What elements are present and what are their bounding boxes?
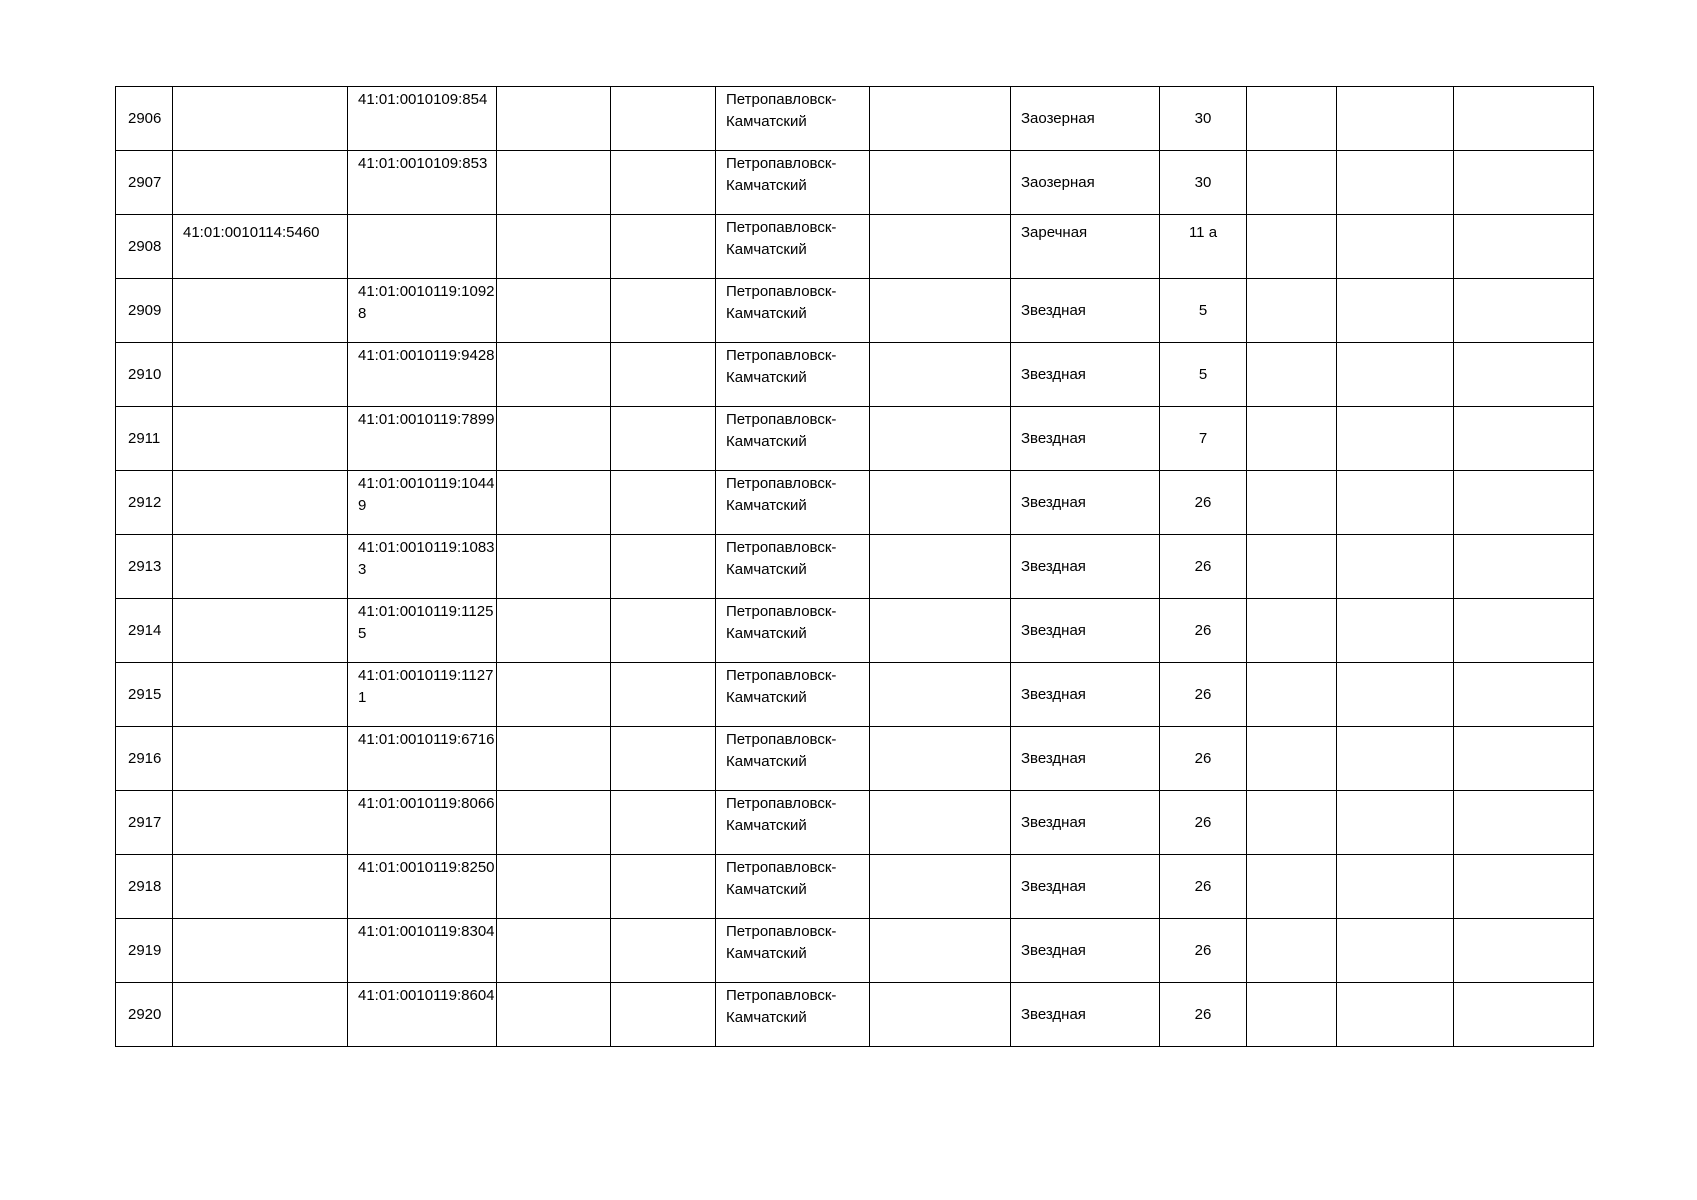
house-number-cell <box>1160 855 1247 919</box>
city-text: Петропавловск-Камчатский <box>726 667 837 706</box>
street-text: Звездная <box>1021 429 1086 447</box>
empty-cell <box>611 215 716 279</box>
row-number-text: 2916 <box>128 749 162 767</box>
table-row <box>116 983 1594 1047</box>
street-cell <box>1011 983 1160 1047</box>
house-number-cell <box>1160 407 1247 471</box>
city-cell <box>716 791 870 855</box>
street-cell <box>1011 279 1160 343</box>
empty-cell <box>611 279 716 343</box>
land-cadastral-number-cell <box>173 87 348 151</box>
empty-cell <box>1247 407 1337 471</box>
empty-cell <box>497 215 611 279</box>
house-number-cell <box>1160 599 1247 663</box>
city-text: Петропавловск-Камчатский <box>726 475 837 514</box>
object-cadastral-number-text: 41:01:0010119:8250 <box>358 859 495 876</box>
empty-cell <box>1247 791 1337 855</box>
house-number-text: 5 <box>1198 301 1208 319</box>
city-text: Петропавловск-Камчатский <box>726 731 837 770</box>
house-number-text: 5 <box>1198 365 1208 383</box>
empty-cell <box>497 663 611 727</box>
object-cadastral-number-cell <box>348 855 497 919</box>
empty-cell <box>1247 919 1337 983</box>
table-row <box>116 599 1594 663</box>
row-number-cell <box>116 599 173 663</box>
empty-cell <box>870 855 1011 919</box>
street-text: Звездная <box>1021 749 1086 767</box>
object-cadastral-number-text: 41:01:0010119:9428 <box>358 347 495 364</box>
house-number-text: 26 <box>1194 877 1212 895</box>
land-cadastral-number-cell <box>173 791 348 855</box>
object-cadastral-number-text: 41:01:0010119:8604 <box>358 987 495 1004</box>
city-text: Петропавловск-Камчатский <box>726 923 837 962</box>
empty-cell <box>497 855 611 919</box>
empty-cell <box>1337 407 1454 471</box>
city-cell <box>716 727 870 791</box>
city-text: Петропавловск-Камчатский <box>726 539 837 578</box>
land-cadastral-number-cell <box>173 535 348 599</box>
object-cadastral-number-cell <box>348 215 497 279</box>
row-number-text: 2906 <box>128 109 162 127</box>
row-number-text: 2913 <box>128 557 162 575</box>
house-number-text: 26 <box>1194 621 1212 639</box>
land-cadastral-number-cell <box>173 727 348 791</box>
empty-cell <box>1247 535 1337 599</box>
street-cell <box>1011 919 1160 983</box>
row-number-cell <box>116 279 173 343</box>
empty-cell <box>1454 599 1594 663</box>
empty-cell <box>1337 151 1454 215</box>
land-cadastral-number-cell <box>173 151 348 215</box>
city-text: Петропавловск-Камчатский <box>726 987 837 1026</box>
city-cell <box>716 663 870 727</box>
city-cell <box>716 407 870 471</box>
empty-cell <box>497 983 611 1047</box>
empty-cell <box>611 919 716 983</box>
empty-cell <box>611 663 716 727</box>
empty-cell <box>1337 535 1454 599</box>
empty-cell <box>1247 151 1337 215</box>
empty-cell <box>497 343 611 407</box>
row-number-text: 2908 <box>128 237 162 255</box>
empty-cell <box>1337 855 1454 919</box>
empty-cell <box>1247 599 1337 663</box>
table-row <box>116 727 1594 791</box>
object-cadastral-number-text: 41:01:0010119:10833 <box>358 539 495 578</box>
empty-cell <box>870 727 1011 791</box>
street-cell <box>1011 151 1160 215</box>
table-row <box>116 663 1594 727</box>
street-cell <box>1011 663 1160 727</box>
row-number-text: 2912 <box>128 493 162 511</box>
empty-cell <box>1337 215 1454 279</box>
street-text: Звездная <box>1021 877 1086 895</box>
street-text: Заозерная <box>1021 173 1095 191</box>
registry-table <box>115 86 1594 1047</box>
land-cadastral-number-cell <box>173 983 348 1047</box>
street-text: Заозерная <box>1021 109 1095 127</box>
empty-cell <box>1247 471 1337 535</box>
empty-cell <box>1247 663 1337 727</box>
object-cadastral-number-cell <box>348 983 497 1047</box>
house-number-text: 26 <box>1194 941 1212 959</box>
empty-cell <box>1454 279 1594 343</box>
empty-cell <box>1337 599 1454 663</box>
table-row <box>116 279 1594 343</box>
empty-cell <box>611 535 716 599</box>
object-cadastral-number-cell <box>348 663 497 727</box>
city-text: Петропавловск-Камчатский <box>726 347 837 386</box>
street-text: Звездная <box>1021 1005 1086 1023</box>
street-text: Звездная <box>1021 301 1086 319</box>
object-cadastral-number-text: 41:01:0010119:7899 <box>358 411 495 428</box>
row-number-cell <box>116 983 173 1047</box>
street-text: Звездная <box>1021 365 1086 383</box>
street-cell <box>1011 727 1160 791</box>
empty-cell <box>1247 343 1337 407</box>
house-number-text: 26 <box>1194 813 1212 831</box>
empty-cell <box>870 151 1011 215</box>
street-text: Звездная <box>1021 557 1086 575</box>
house-number-cell <box>1160 983 1247 1047</box>
house-number-text: 7 <box>1198 429 1208 447</box>
table-row <box>116 535 1594 599</box>
empty-cell <box>1454 727 1594 791</box>
land-cadastral-number-cell <box>173 407 348 471</box>
house-number-text: 30 <box>1194 173 1212 191</box>
table-row <box>116 855 1594 919</box>
empty-cell <box>611 87 716 151</box>
land-cadastral-number-cell <box>173 919 348 983</box>
street-text: Звездная <box>1021 813 1086 831</box>
street-text: Звездная <box>1021 493 1086 511</box>
row-number-text: 2917 <box>128 813 162 831</box>
empty-cell <box>611 791 716 855</box>
city-cell <box>716 535 870 599</box>
land-cadastral-number-cell <box>173 471 348 535</box>
city-cell <box>716 151 870 215</box>
empty-cell <box>870 663 1011 727</box>
row-number-text: 2911 <box>128 429 161 447</box>
empty-cell <box>497 151 611 215</box>
empty-cell <box>611 407 716 471</box>
land-cadastral-number-cell <box>173 215 348 279</box>
house-number-cell <box>1160 343 1247 407</box>
object-cadastral-number-cell <box>348 535 497 599</box>
city-text: Петропавловск-Камчатский <box>726 411 837 450</box>
table-row <box>116 471 1594 535</box>
empty-cell <box>870 471 1011 535</box>
empty-cell <box>1454 919 1594 983</box>
object-cadastral-number-cell <box>348 727 497 791</box>
object-cadastral-number-text: 41:01:0010119:10928 <box>358 283 495 322</box>
empty-cell <box>1247 727 1337 791</box>
street-cell <box>1011 599 1160 663</box>
house-number-text: 26 <box>1194 685 1212 703</box>
house-number-cell <box>1160 727 1247 791</box>
object-cadastral-number-cell <box>348 151 497 215</box>
table-row <box>116 919 1594 983</box>
object-cadastral-number-cell <box>348 343 497 407</box>
city-cell <box>716 279 870 343</box>
empty-cell <box>497 919 611 983</box>
empty-cell <box>1454 343 1594 407</box>
object-cadastral-number-cell <box>348 87 497 151</box>
row-number-cell <box>116 407 173 471</box>
house-number-text: 30 <box>1194 109 1212 127</box>
row-number-cell <box>116 215 173 279</box>
row-number-cell <box>116 663 173 727</box>
street-cell <box>1011 407 1160 471</box>
empty-cell <box>497 279 611 343</box>
empty-cell <box>1247 855 1337 919</box>
empty-cell <box>1454 535 1594 599</box>
row-number-cell <box>116 727 173 791</box>
empty-cell <box>870 919 1011 983</box>
house-number-cell <box>1160 535 1247 599</box>
table-row <box>116 215 1594 279</box>
empty-cell <box>1247 279 1337 343</box>
street-cell <box>1011 343 1160 407</box>
empty-cell <box>1454 983 1594 1047</box>
house-number-cell <box>1160 471 1247 535</box>
empty-cell <box>870 983 1011 1047</box>
object-cadastral-number-text: 41:01:0010119:11271 <box>358 667 494 706</box>
street-text: Звездная <box>1021 621 1086 639</box>
object-cadastral-number-text: 41:01:0010119:8304 <box>358 923 495 940</box>
row-number-cell <box>116 919 173 983</box>
object-cadastral-number-cell <box>348 279 497 343</box>
city-text: Петропавловск-Камчатский <box>726 603 837 642</box>
empty-cell <box>611 151 716 215</box>
street-text: Заречная <box>1021 224 1088 241</box>
table-row <box>116 343 1594 407</box>
house-number-text: 26 <box>1194 749 1212 767</box>
empty-cell <box>1247 215 1337 279</box>
land-cadastral-number-cell <box>173 599 348 663</box>
empty-cell <box>1337 919 1454 983</box>
house-number-cell <box>1160 663 1247 727</box>
land-cadastral-number-cell <box>173 855 348 919</box>
empty-cell <box>497 535 611 599</box>
row-number-cell <box>116 855 173 919</box>
row-number-cell <box>116 791 173 855</box>
house-number-text: 26 <box>1194 1005 1212 1023</box>
street-cell <box>1011 87 1160 151</box>
city-cell <box>716 855 870 919</box>
object-cadastral-number-text: 41:01:0010109:853 <box>358 155 488 172</box>
street-text: Звездная <box>1021 941 1086 959</box>
empty-cell <box>1337 87 1454 151</box>
land-cadastral-number-text: 41:01:0010114:5460 <box>183 224 320 241</box>
house-number-cell <box>1160 791 1247 855</box>
table-row <box>116 407 1594 471</box>
object-cadastral-number-text: 41:01:0010109:854 <box>358 91 488 108</box>
object-cadastral-number-cell <box>348 407 497 471</box>
object-cadastral-number-cell <box>348 471 497 535</box>
row-number-cell <box>116 151 173 215</box>
city-text: Петропавловск-Камчатский <box>726 91 837 130</box>
house-number-cell <box>1160 919 1247 983</box>
empty-cell <box>1337 279 1454 343</box>
empty-cell <box>1247 87 1337 151</box>
empty-cell <box>870 599 1011 663</box>
empty-cell <box>611 855 716 919</box>
street-cell <box>1011 471 1160 535</box>
empty-cell <box>1454 791 1594 855</box>
registry-table-body <box>116 87 1594 1047</box>
city-cell <box>716 983 870 1047</box>
house-number-cell <box>1160 279 1247 343</box>
empty-cell <box>870 791 1011 855</box>
row-number-text: 2918 <box>128 877 162 895</box>
empty-cell <box>1454 151 1594 215</box>
empty-cell <box>1337 727 1454 791</box>
street-cell <box>1011 535 1160 599</box>
empty-cell <box>611 727 716 791</box>
city-text: Петропавловск-Камчатский <box>726 283 837 322</box>
house-number-text: 26 <box>1194 493 1212 511</box>
empty-cell <box>870 279 1011 343</box>
city-cell <box>716 215 870 279</box>
empty-cell <box>870 215 1011 279</box>
empty-cell <box>497 791 611 855</box>
empty-cell <box>1454 407 1594 471</box>
land-cadastral-number-cell <box>173 663 348 727</box>
house-number-text: 26 <box>1194 557 1212 575</box>
row-number-cell <box>116 535 173 599</box>
object-cadastral-number-cell <box>348 919 497 983</box>
land-cadastral-number-cell <box>173 279 348 343</box>
street-cell <box>1011 855 1160 919</box>
land-cadastral-number-cell <box>173 343 348 407</box>
empty-cell <box>497 727 611 791</box>
city-cell <box>716 599 870 663</box>
house-number-cell <box>1160 215 1247 279</box>
object-cadastral-number-text: 41:01:0010119:10449 <box>358 475 495 514</box>
empty-cell <box>1247 983 1337 1047</box>
row-number-cell <box>116 87 173 151</box>
empty-cell <box>1454 215 1594 279</box>
empty-cell <box>611 599 716 663</box>
street-text: Звездная <box>1021 685 1086 703</box>
empty-cell <box>1337 343 1454 407</box>
row-number-text: 2909 <box>128 301 162 319</box>
row-number-cell <box>116 343 173 407</box>
house-number-text: 11 а <box>1188 224 1218 241</box>
city-cell <box>716 343 870 407</box>
empty-cell <box>611 983 716 1047</box>
street-cell <box>1011 215 1160 279</box>
row-number-cell <box>116 471 173 535</box>
city-text: Петропавловск-Камчатский <box>726 859 837 898</box>
table-row <box>116 87 1594 151</box>
empty-cell <box>1454 471 1594 535</box>
empty-cell <box>1454 87 1594 151</box>
object-cadastral-number-text: 41:01:0010119:8066 <box>358 795 495 812</box>
row-number-text: 2910 <box>128 365 162 383</box>
empty-cell <box>1337 983 1454 1047</box>
empty-cell <box>497 599 611 663</box>
empty-cell <box>497 471 611 535</box>
house-number-cell <box>1160 87 1247 151</box>
empty-cell <box>870 343 1011 407</box>
house-number-cell <box>1160 151 1247 215</box>
empty-cell <box>1337 471 1454 535</box>
empty-cell <box>870 535 1011 599</box>
row-number-text: 2919 <box>128 941 162 959</box>
row-number-text: 2914 <box>128 621 162 639</box>
row-number-text: 2920 <box>128 1005 162 1023</box>
empty-cell <box>497 87 611 151</box>
city-cell <box>716 919 870 983</box>
table-row <box>116 151 1594 215</box>
empty-cell <box>1337 791 1454 855</box>
empty-cell <box>1454 855 1594 919</box>
row-number-text: 2915 <box>128 685 162 703</box>
table-row <box>116 791 1594 855</box>
object-cadastral-number-cell <box>348 599 497 663</box>
empty-cell <box>870 407 1011 471</box>
empty-cell <box>1454 663 1594 727</box>
empty-cell <box>611 471 716 535</box>
city-cell <box>716 87 870 151</box>
street-cell <box>1011 791 1160 855</box>
row-number-text: 2907 <box>128 173 162 191</box>
object-cadastral-number-cell <box>348 791 497 855</box>
empty-cell <box>1337 663 1454 727</box>
object-cadastral-number-text: 41:01:0010119:11255 <box>358 603 494 642</box>
empty-cell <box>497 407 611 471</box>
object-cadastral-number-text: 41:01:0010119:6716 <box>358 731 495 748</box>
city-cell <box>716 471 870 535</box>
city-text: Петропавловск-Камчатский <box>726 219 837 258</box>
empty-cell <box>611 343 716 407</box>
city-text: Петропавловск-Камчатский <box>726 155 837 194</box>
empty-cell <box>870 87 1011 151</box>
city-text: Петропавловск-Камчатский <box>726 795 837 834</box>
